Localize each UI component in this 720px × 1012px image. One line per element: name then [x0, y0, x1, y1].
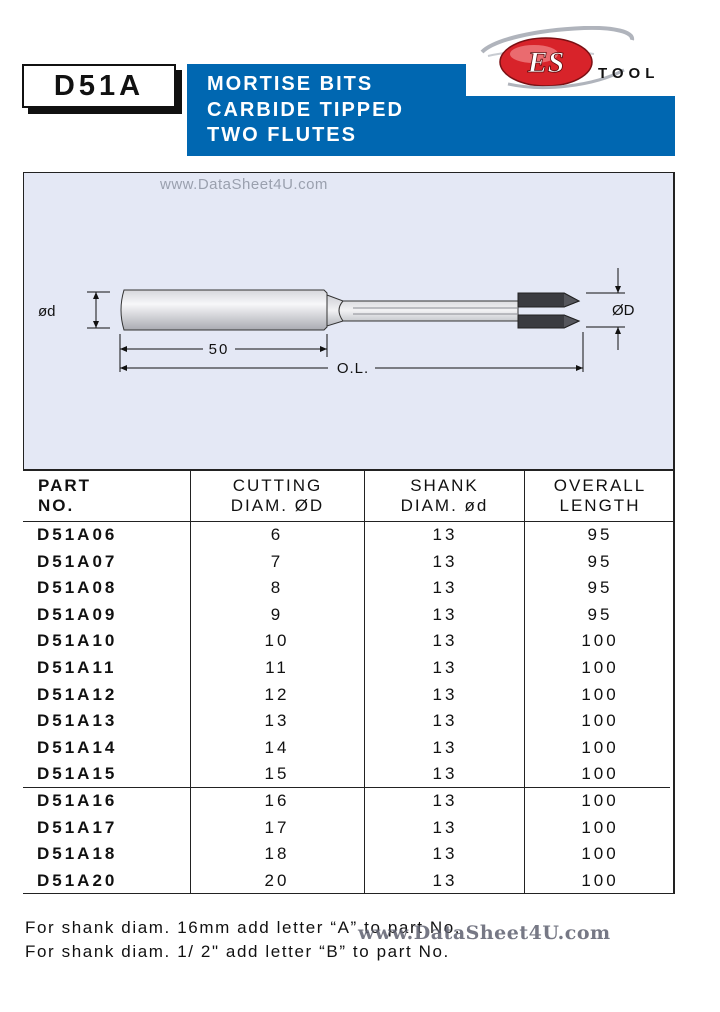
table-top-border — [23, 469, 675, 471]
footer-watermark: www.DataSheet4U.com — [358, 922, 611, 944]
cell-overall-length: 100 — [581, 817, 619, 837]
cell-overall-length: 95 — [587, 551, 613, 571]
cell-shank-diam: 13 — [432, 658, 458, 677]
cell-part-no: D51A13 — [37, 711, 118, 731]
table-row — [23, 761, 673, 788]
table-row — [23, 815, 673, 842]
cell-cutting-diam: 18 — [264, 844, 290, 864]
header-line: LENGTH — [559, 496, 641, 515]
watermark-text: www.DataSheet4U.com — [160, 176, 328, 193]
table-row — [23, 682, 673, 709]
table-row — [23, 549, 673, 576]
cell-overall-length: 95 — [587, 578, 613, 598]
es-tool-logo — [474, 26, 678, 94]
cell-cutting-diam: 9 — [270, 604, 284, 624]
label-shank-length: 50 — [208, 341, 230, 358]
label-cutting-diam: ØD — [612, 302, 635, 319]
cell-overall-length: 100 — [581, 844, 619, 864]
header-line: PART — [38, 476, 92, 495]
cell-overall-length: 100 — [581, 631, 619, 651]
flute-body — [327, 295, 518, 326]
cell-part-no: D51A20 — [37, 870, 118, 890]
cell-cutting-diam: 13 — [264, 711, 290, 731]
cell-shank-diam: 13 — [432, 684, 458, 704]
shank — [121, 290, 327, 330]
header-line: SHANK — [410, 476, 479, 495]
cell-shank-diam: 13 — [432, 764, 458, 784]
cell-overall-length: 100 — [581, 711, 619, 731]
cell-shank-diam: 13 — [432, 551, 458, 571]
header-line: DIAM. ød — [400, 496, 489, 515]
cell-shank-diam: 13 — [432, 525, 458, 544]
cell-shank-diam: 13 — [432, 844, 458, 864]
header-line: DIAM. ØD — [230, 496, 325, 515]
cell-cutting-diam: 16 — [264, 791, 290, 810]
title-line-2: CARBIDE TIPPED — [207, 98, 404, 121]
header-line: CUTTING — [232, 476, 323, 495]
table-row — [23, 628, 673, 655]
logo-es-text: ES — [527, 46, 565, 79]
cell-overall-length: 100 — [581, 737, 619, 757]
table-row — [23, 655, 673, 682]
header-shank-diam — [365, 476, 524, 516]
header-line: OVERALL — [553, 476, 647, 495]
cell-overall-length: 100 — [581, 870, 619, 890]
cell-part-no: D51A10 — [37, 631, 118, 651]
cell-part-no: D51A12 — [37, 684, 118, 704]
cell-cutting-diam: 14 — [264, 737, 290, 757]
cell-part-no: D51A15 — [37, 764, 118, 784]
header-part-no — [38, 476, 91, 516]
cell-cutting-diam: 8 — [270, 578, 284, 598]
table-row — [23, 841, 673, 868]
cell-shank-diam: 13 — [432, 631, 458, 651]
table-row — [23, 788, 673, 815]
note-half-inch-shank: For shank diam. 1/ 2" add letter “B” to part No. — [25, 942, 450, 961]
note-16mm-shank: For shank diam. 16mm add letter “A” to part No. — [25, 918, 462, 937]
cell-cutting-diam: 17 — [264, 817, 290, 837]
label-overall-length: O.L. — [336, 360, 370, 377]
cell-part-no: D51A18 — [37, 844, 118, 864]
cell-cutting-diam: 15 — [264, 764, 290, 784]
title-line-1: MORTISE BITS — [207, 73, 374, 95]
cell-overall-length: 100 — [581, 791, 619, 810]
cell-cutting-diam: 20 — [264, 870, 290, 890]
header-line: NO. — [38, 496, 75, 515]
cell-cutting-diam: 7 — [270, 551, 284, 571]
cell-part-no: D51A08 — [37, 578, 118, 598]
cell-cutting-diam: 6 — [270, 525, 284, 544]
product-title — [207, 72, 404, 149]
table-row — [23, 522, 673, 549]
cell-overall-length: 100 — [581, 764, 619, 784]
bit-drawing — [23, 172, 675, 470]
cell-cutting-diam: 12 — [264, 684, 290, 704]
cell-part-no: D51A14 — [37, 737, 118, 757]
table-row — [23, 735, 673, 762]
header-cutting-diam — [191, 476, 364, 516]
table-row — [23, 602, 673, 629]
cell-shank-diam: 13 — [432, 817, 458, 837]
cell-shank-diam: 13 — [432, 791, 458, 810]
label-shank-diam: ød — [38, 303, 56, 320]
product-code: D51A — [22, 64, 176, 108]
cell-shank-diam: 13 — [432, 604, 458, 624]
header-overall-length — [525, 476, 675, 516]
cell-overall-length: 100 — [581, 684, 619, 704]
cell-overall-length: 95 — [587, 525, 613, 544]
logo-tool-text: TOOL — [598, 65, 660, 82]
cell-shank-diam: 13 — [432, 711, 458, 731]
cell-shank-diam: 13 — [432, 870, 458, 890]
cell-part-no: D51A11 — [37, 658, 117, 677]
table-row — [23, 708, 673, 735]
cell-shank-diam: 13 — [432, 737, 458, 757]
cell-overall-length: 95 — [587, 604, 613, 624]
table-row — [23, 868, 673, 895]
cell-part-no: D51A06 — [37, 525, 118, 544]
title-line-3: TWO FLUTES — [207, 124, 357, 146]
table-row — [23, 575, 673, 602]
cell-overall-length: 100 — [581, 658, 619, 677]
cell-part-no: D51A17 — [37, 817, 118, 837]
cell-shank-diam: 13 — [432, 578, 458, 598]
cell-part-no: D51A16 — [37, 791, 118, 810]
cell-cutting-diam: 10 — [264, 631, 290, 651]
cell-cutting-diam: 11 — [265, 658, 289, 677]
cell-part-no: D51A07 — [37, 551, 118, 571]
cell-part-no: D51A09 — [37, 604, 118, 624]
